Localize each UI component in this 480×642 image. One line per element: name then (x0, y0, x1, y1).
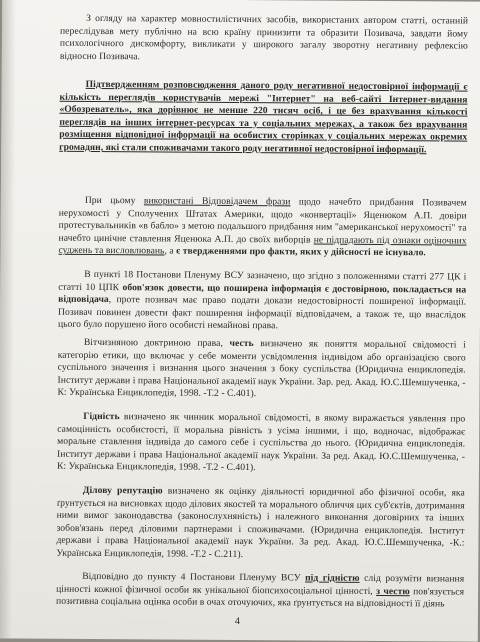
text-run: В пункті 18 Постанови Пленуму ВСУ зазначено, що згідно з положеннями статті 277 ЦК і статті 10 ЦПК (58, 268, 467, 293)
bold-text: Ділову репутацію (82, 484, 163, 497)
bold-text: честь (229, 337, 254, 350)
paragraph-7 (56, 485, 465, 563)
paragraph-3 (58, 195, 466, 261)
bold-text: Гідність (83, 410, 120, 423)
text-run: Вітчизняною доктриною права, (83, 336, 230, 349)
underlined-text: використані Відповідачем фрази (143, 195, 291, 208)
text-run: слід розуміти визнання цінності кожної фізичної особи як унікальної біопсихосоціальної цінності, (56, 572, 465, 597)
paragraph-6 (57, 411, 465, 477)
paragraph-2-emphasis: Підтвердженням розповсюдження даного роду негативної недостовірної інформації є кількість переглядів користувачів мережі "Інтернет" на веб-сайті Інтернет-видання «Обозреватель», яка дорівнює не менше 220 тисяч осіб, і це без врахування кількості переглядів на інших інтернет-ресурсах та у соціальних мережах, а також без врахування розміщення відповідної інформації на особистих сторінках у соціальних мережах окремих громадян, які стали споживачами такого роду негативної недостовірної інформації. (59, 78, 468, 156)
text-run: При цьому (84, 194, 144, 207)
text-run: визначено як чинник моральної свідомості, в якому виражається уявлення про самоцінність особистості, її моральна рівність з усіма іншими, і що, водночас, відображає моральне ставлення індивіда до самого себе і суспільства до нього. (Юридична енциклопедія. Інститут держави і права Національної академії наук України. За ред. Акад. Ю.С.Шемшученка, - К: Українська Енциклопедія, 1998. -Т.2 - С.401). (56, 411, 466, 474)
bold-text: є твердженнями про факти, яких у дійсності не існувало. (176, 245, 426, 259)
text-run: , а (164, 245, 177, 257)
paragraph-1: З огляду на характер мовностилістичних засобів, використаних автором статті, останній переслідував мету публічно на всю країну принизити та образити Позивача, завдати йому психологічного дискомфорту, викликати у широкого загалу зворотну негативну рефлексію відносно Позивача. (59, 12, 469, 63)
paragraph-5 (57, 337, 465, 403)
paragraph-8 (56, 571, 464, 612)
text-run: щодо начебто придбання Позивачем нерухомості у Сполучених Штатах Америки, щодо «конвертації» Яценюком А.П. довіри протестувальників «в бабло» з метою подальшого придбання ним "американської нерухомості" та начебто цинічне ставлення Яценюка А.П. до своїх виборців (58, 196, 467, 246)
underlined-text: не підпадають під ознаки оціночних суджень та висловлювань (58, 234, 467, 257)
paragraph-4 (58, 269, 466, 335)
page-edge-shadow (0, 0, 16, 638)
page-number: 4 (234, 615, 240, 628)
text-run: визначено як поняття моральної свідомості і категорію етики, що включає у себе моменти усвідомлення індивідом або організацією свого суспільного значення і визнання цього значення з боку суспільства (Юридична енциклопедія. Інститут держави і права Національної академії наук України. Зар. ред. Акад. Ю.С.Шемшученка, - К: Українська Енциклопедія, 1998. -Т.2 - С.401). (57, 338, 466, 400)
bold-underlined-text: під гідністю (305, 572, 360, 584)
text-run: Відповідно до пункту 4 Постанови Пленуму ВСУ (82, 570, 306, 584)
text-run: , проте позивач має право подати докази недостовірності поширеної інформації. Позивач повинен довести факт поширення інформації відповідачем, а також те, що внаслідок цього було порушено його особисті немайнові права. (57, 294, 467, 332)
bold-text: обов'язок довести, що поширена інформація є достовірною, покладається на відповідача (58, 281, 467, 306)
text-run: пов'язується позитивна соціальна оцінка особи в очах оточуючих, яка ґрунтується на відповідності її діянь (55, 585, 465, 610)
bold-underlined-text: з честю (376, 585, 410, 597)
text-run: визначено як оцінку діяльності юридичної або фізичної особи, яка ґрунтується на висновках щодо ділових якостей та морального обличчя цих суб'єктів, дотримання ними вимог законодавства (законослухняність) і належного виконання договірних та інших зобов'язань перед діловими партнерами і споживачами. (Юридична енциклопедія. Інститут держави і права Національної академії наук України. За ред. Акад. Ю.С.Шемшученка, -К.: Українська Енциклопедія, 1998. -Т.2 - С.211). (56, 485, 465, 560)
